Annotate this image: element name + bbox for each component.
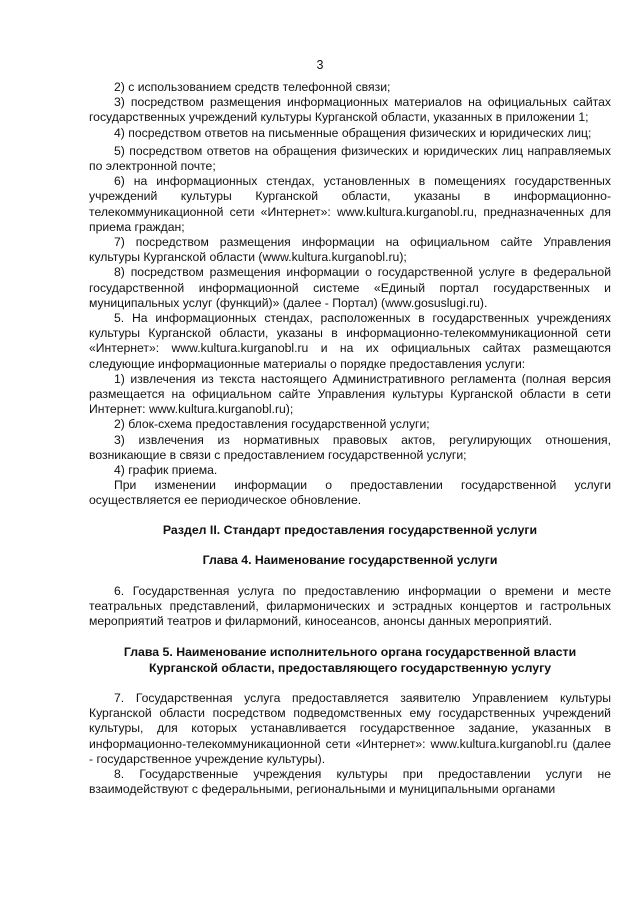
list-item: 4) посредством ответов на письменные обращения физических и юридических лиц; [114,125,592,140]
list-item: 3) извлечения из нормативных правовых актов, регулирующих отношения, возникающие в связи с предоставлением государственной услуги; [89,432,611,462]
section-title: Раздел II. Стандарт предоставления государственной услуги [162,522,538,537]
list-item: 3) посредством размещения информационных материалов на официальных сайтах государственных учреждений культуры Курганской области, указанных в приложении 1; [89,95,611,125]
chapter-5-title-line1: Глава 5. Наименование исполнительного органа государственной власти [123,645,577,660]
paragraph-5: 5. На информационных стендах, расположенных в государственных учреждениях культуры Курганской области, указаны в информационно-телекоммуникационной сети «Интернет»: www.kultura.kurganobl.ru и на их официальных сайтах размещаются следующие информационные материалы о порядке предоставления услуги: [89,311,611,371]
list-item: 8) посредством размещения информации о государственной услуге в федеральной государственной информационной системе «Единый портал государственных и муниципальных услуг (функций)» (далее - Портал) (www.gosuslugi.ru). [89,265,611,310]
list-item: 6) на информационных стендах, установленных в помещениях государственных учреждений культуры Курганской области, указаны в информационно-телекоммуникационной сети «Интернет»: www.kultura.kurganobl.ru, предназначенных для приема граждан; [89,174,611,234]
chapter-4-title: Глава 4. Наименование государственной услуги [202,553,498,568]
document-body [89,80,611,797]
update-note: При изменении информации о предоставлении государственной услуги осуществляется ее периодическое обновление. [89,478,611,508]
list-item: 4) график приема. [114,463,218,478]
list-item: 1) извлечения из текста настоящего Административного регламента (полная версия размещается на официальном сайте Управления культуры Курганской области в сети Интернет: www.kultura.kurganobl.ru); [89,371,611,417]
chapter-5-heading [89,645,611,676]
list-item: 7) посредством размещения информации на официальном сайте Управления культуры Курганской области (www.kultura.kurganobl.ru); [89,235,611,265]
list-item: 5) посредством ответов на обращения физических и юридических лиц направляемых по электронной почте; [89,143,611,174]
list-item: 2) блок-схема предоставления государственной услуги; [114,417,430,432]
list-item: 2) с использованием средств телефонной связи; [114,80,391,94]
chapter-5-title-line2: Курганской области, предоставляющего государственную услугу [148,660,552,675]
paragraph-8: 8. Государственные учреждения культуры при предоставлении услуги не взаимодействуют с федеральными, региональными и муниципальными органами [89,766,611,797]
paragraph-6: 6. Государственная услуга по предоставлению информации о времени и месте театральных представлений, филармонических и эстрадных концертов и гастрольных мероприятий театров и филармоний, киносеансов, анонсы данных мероприятий. [89,583,611,628]
paragraph-7: 7. Государственная услуга предоставляется заявителю Управлением культуры Курганской области посредством подведомственных ему государственных учреждений культуры, для которых устанавливается государственное задание, указанных в информационно-телекоммуникационной сети «Интернет»: www.kultura.kurganobl.ru (далее - государственное учреждение культуры). [89,690,611,766]
page-number: 3 [316,58,324,72]
